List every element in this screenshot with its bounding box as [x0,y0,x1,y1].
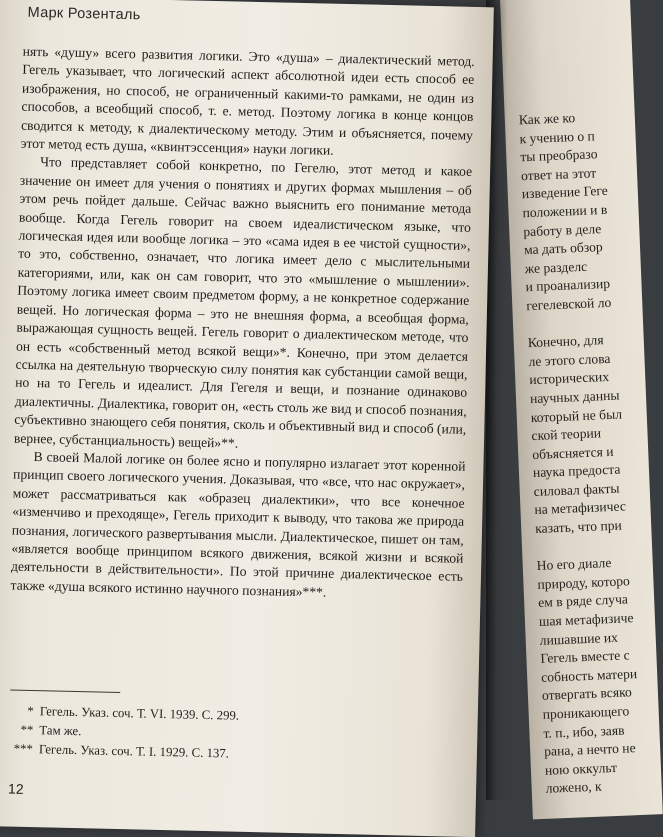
right-page-line: ем в ряде случа [537,591,629,611]
paragraph: Что представляет собой конкретно, по Гегелю, этот метод и какое значение он имеет для учения о понятиях и других формах мышления – об этом речь пойдет дальше. Сейчас важно выяснить его понимание метода вообще. Когда Гегель говорит на своем идеалистическом языке, что логическая идея или вообще логика – это «сама идея в ее чистой сущности», то это, собственно, означает, что логика имеет дело с мыслительными категориями, или, как он сам говорит, что это «мышление о мышлении». Поэтому логика имеет своим предметом форму, а не конкретное содержание вещей. Но логическая форма – это не внешняя форма, а всеобщая форма, выражающая сущность вещей. Гегель говорит о диалектическом методе, что он есть «собственный метод всякой вещи»*. Конечно, при этом делается ссылка на деятельную творческую силу понятия как субстанции самой вещи, но на то Гегель и идеалист. Для Гегеля и вещи, и познание одинаково диалектичны. Диалектика, говорит он, «есть столь же вид и способ познания, субъективно знающего себя понятия, сколь и объективный вид и способ (или, вернее, субстанциальность) вещей»**. [13,154,473,451]
right-page-line: рана, а нечто не [543,740,636,760]
right-page-line: же разделс [524,258,588,276]
right-page-line: изведение Геге [521,183,609,202]
right-page-line: проникающего [542,703,630,722]
right-page [500,0,663,819]
footnote-rule [10,690,120,693]
right-page-line: Конечно, для [527,332,604,351]
right-page-text [518,107,642,798]
right-page-line: шая метафизиче [538,610,634,629]
footnote-text: Там же. [39,723,82,739]
right-page-line: на метафизичес [534,498,627,518]
right-page-line: ле этого слова [528,350,611,369]
right-page-line: Гегель вместе с [540,647,630,667]
right-page-line: т. п., ибо, заяв [543,722,625,741]
footnote-mark: *** [13,741,34,757]
right-page-line: Но его диале [536,555,612,574]
right-page-line: исторических [528,369,610,388]
right-page-line: природу, которо [537,573,631,592]
footnote-mark: ** [20,722,34,738]
right-page-line: казать, что при [534,517,623,537]
right-page-line: ответ на этот [520,165,597,184]
right-page-line: отвергать всяко [541,684,633,704]
right-page-line: гегелевской ло [525,294,612,314]
right-page-line: ма дать обзор [523,239,603,258]
right-page-line: объясняется и [531,443,614,462]
right-page-line: который не был [530,405,623,425]
running-header: Марк Розенталь [27,4,141,24]
right-page-line: работу в деле [523,220,602,239]
right-page-line: и проанализир [525,276,611,295]
right-page-line: лишавшие их [539,629,619,648]
main-text [10,43,474,605]
footnote-text: Гегель. Указ. соч. Т. I. 1929. С. 137. [38,742,230,761]
right-page-line: собность матери [540,665,638,685]
right-page-line: наука предоста [532,461,621,481]
right-page-line: к учению о п [519,127,596,146]
right-page-line: научных данны [529,387,620,407]
right-page-line: ты преобразо [520,146,598,165]
right-page-line: ской теории [531,425,602,444]
right-page-line: ною оккульт [544,759,618,778]
page-number: 12 [7,780,24,797]
right-page-line: Как же ко [518,110,576,128]
right-page-line: ложено, к [545,778,602,797]
paragraph: нять «душу» всего развития логики. Это «душа» – диалектический метод. Гегель указывает, что логический аспект абсолютной идеи есть способ ее изображения, но способ, не ограниченный какими-то рамками, не один из способов, а всеобщий способ, т. е. метод. Поэтому логика в конце концов сводится к методу, к диалектическому методу. Этим и объясняется, почему этот метод есть душа, «квинтэссенция» науки логики. [20,43,475,158]
right-page-line: положении и в [522,201,608,221]
footnote-text: Гегель. Указ. соч. Т. VI. 1939. С. 299. [39,704,240,723]
right-page-line: силовал факты [533,480,620,499]
paragraph: В своей Малой логике он более ясно и популярно излагает этот коренной принцип своего логического учения. Доказывая, что «все, что нас окружает», может рассматриваться как «образец диалектики», что все конечное «изменчиво и преходяще», Гегель приходит к выводу, что такова же природа познания, логического развертывания мысли. Диалектическое, пишет он там, «является вообще принципом всякого движения, всякой жизни и всякой деятельности в действительности». По этой причине диалектическое есть также «душа всякого истинно научного познания»***. [10,448,466,600]
footnotes [9,702,450,769]
footnote-mark: * [27,703,34,719]
